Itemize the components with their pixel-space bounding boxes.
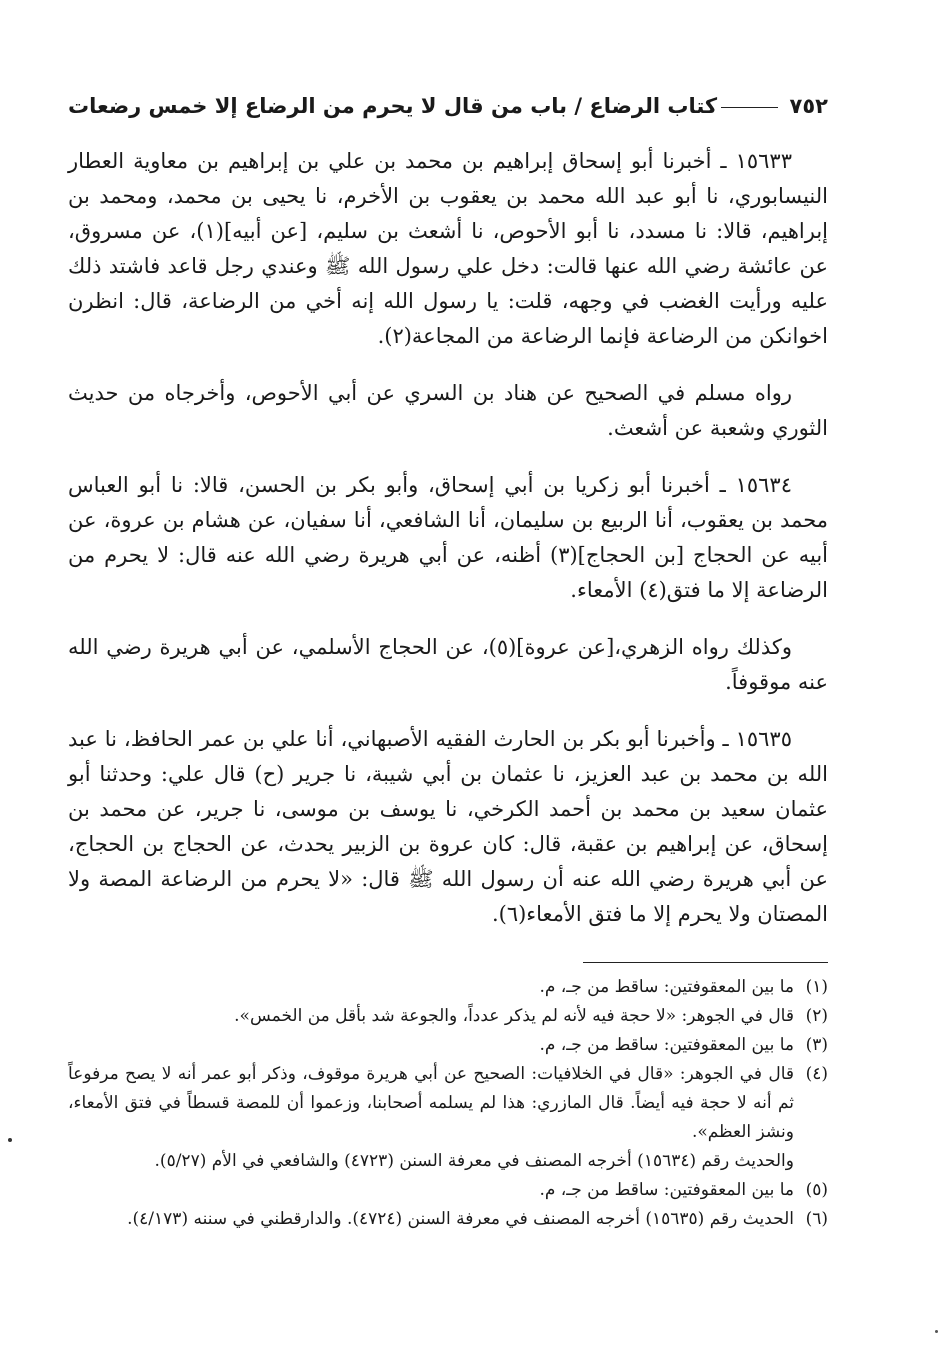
footnote: [68, 1002, 828, 1031]
footnote-text: ما بين المعقوفتين: ساقط من جـ، م.: [539, 1035, 794, 1055]
commentary-text: رواه مسلم في الصحيح عن هناد بن السري عن أبي الأحوص، وأخرجاه من حديث الثوري وشعبة عن أشعث.: [68, 381, 828, 440]
footnote: [68, 1031, 828, 1060]
footnote-number: (٥): [805, 1180, 828, 1200]
main-text: [68, 144, 828, 932]
running-header: [68, 78, 828, 118]
footnote-text: قال في الجوهر: «قال في الخلافيات: الصحيح عن أبي هريرة موقوف، وذكر أبو عمر أنه لا يصح مرفوعاً ثم أنه لا حجة فيه أيضاً. قال المازري: هذا لم يسلمه أصحابنا، وزعموا أن للمصة قسطاً في فتق الأمعاء، ونشز العظم».: [68, 1064, 794, 1142]
header-rule: [721, 107, 777, 108]
hadith-paragraph: [68, 468, 828, 608]
commentary-paragraph: [68, 376, 828, 446]
footnote-text: ما بين المعقوفتين: ساقط من جـ، م.: [539, 1180, 794, 1200]
footnote-continuation: والحديث رقم (١٥٦٣٤) أخرجه المصنف في معرفة السنن (٤٧٢٣) والشافعي في الأم (٥/٢٧).: [154, 1151, 794, 1171]
commentary-text: وكذلك رواه الزهري،[عن عروة](٥)، عن الحجاج الأسلمي، عن أبي هريرة رضي الله عنه موقوفاً.: [68, 635, 828, 694]
hadith-text: ـ أخبرنا أبو زكريا بن أبي إسحاق، وأبو بكر بن الحسن، قالا: نا أبو العباس محمد بن يعقوب، أنا الربيع بن سليمان، أنا الشافعي، أنا سفيان، عن هشام بن عروة، عن أبيه عن الحجاج [بن الحجاج](٣) أظنه، عن أبي هريرة رضي الله عنه قال: لا يحرم من الرضاعة إلا ما فتق(٤) الأمعاء.: [68, 473, 828, 602]
scan-speck: [935, 1330, 938, 1333]
hadith-paragraph: [68, 144, 828, 354]
footnote: [68, 973, 828, 1002]
hadith-paragraph: [68, 722, 828, 932]
footnotes-section: [68, 962, 828, 1234]
scan-speck: [8, 1138, 12, 1142]
footnote-number: (٣): [805, 1035, 828, 1055]
hadith-number: ١٥٦٣٤: [735, 473, 792, 497]
commentary-paragraph: [68, 630, 828, 700]
chapter-title: كتاب الرضاع / باب من قال لا يحرم من الرضاع إلا خمس رضعات: [68, 94, 718, 118]
footnote: [68, 1060, 828, 1147]
hadith-number: ١٥٦٣٥: [735, 727, 792, 751]
footnote-number: (٢): [805, 1006, 828, 1026]
footnote-separator: [583, 962, 828, 963]
footnote-number: (١): [805, 977, 828, 997]
hadith-number: ١٥٦٣٣: [735, 149, 792, 173]
page-number: ٧٥٢: [789, 94, 828, 118]
footnote: [68, 1205, 828, 1234]
footnote-text: ما بين المعقوفتين: ساقط من جـ، م.: [539, 977, 794, 997]
hadith-text: ـ وأخبرنا أبو بكر بن الحارث الفقيه الأصبهاني، أنا علي بن عمر الحافظ، نا عبد الله بن محمد بن عبد العزيز، نا عثمان بن أبي شيبة، نا جرير (ح) قال علي: وحدثنا أبو عثمان سعيد بن محمد بن أحمد الكرخي، نا يوسف بن موسى، نا جرير، عن محمد بن إسحاق، عن إبراهيم بن عقبة، قال: كان عروة بن الزبير يحدث، عن الحجاج بن الحجاج، عن أبي هريرة رضي الله عنه أن رسول الله ﷺ قال: «لا يحرم من الرضاعة المصة ولا المصتان ولا يحرم إلا ما فتق الأمعاء(٦).: [68, 727, 828, 926]
footnote-number: (٤): [805, 1064, 828, 1084]
footnote: [68, 1176, 828, 1205]
footnote-number: (٦): [805, 1209, 828, 1229]
footnote-text: قال في الجوهر: «لا حجة فيه لأنه لم يذكر عدداً، والجوعة شد بأقل من الخمس».: [234, 1006, 794, 1026]
footnote-text: الحديث رقم (١٥٦٣٥) أخرجه المصنف في معرفة السنن (٤٧٢٤). والدارقطني في سننه (٤/١٧٣).: [127, 1209, 794, 1229]
hadith-text: ـ أخبرنا أبو إسحاق إبراهيم بن محمد بن علي بن إبراهيم بن معاوية العطار النيسابوري، نا أبو عبد الله محمد بن يعقوب بن الأخرم، نا يحيى بن محمد، ومحمد بن إبراهيم، قالا: نا مسدد، نا أبو الأحوص، نا أشعث بن سليم، [عن أبيه](١)، عن مسروق، عن عائشة رضي الله عنها قالت: دخل علي رسول الله ﷺ وعندي رجل قاعد فاشتد ذلك عليه ورأيت الغضب في وجهه، قلت: يا رسول الله إنه أخي من الرضاعة، قال: انظرن اخوانكن من الرضاعة فإنما الرضاعة من المجاعة(٢).: [68, 149, 828, 348]
book-page: [68, 78, 828, 1234]
